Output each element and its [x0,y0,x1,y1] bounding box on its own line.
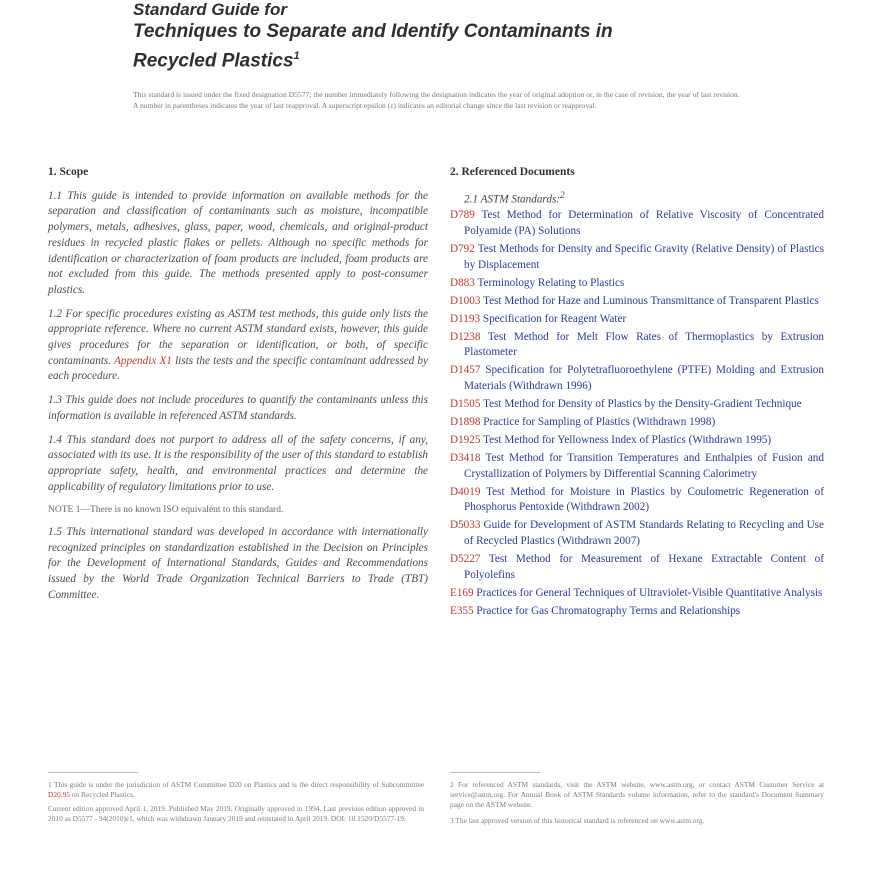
reference-title[interactable]: Test Method for Determination of Relative Viscosity of Concentrated Polyamide (PA) Solutions [464,209,824,237]
reference-title[interactable]: Practice for Sampling of Plastics (Withdrawn 1998) [480,415,716,428]
astm-standards-label [450,189,824,208]
reference-code[interactable]: D789 [450,209,475,222]
reference-title[interactable]: Specification for Reagent Water [480,312,627,325]
reference-item[interactable] [450,276,824,292]
reference-code[interactable]: D5227 [450,553,481,566]
reference-code[interactable]: E355 [450,604,474,617]
subcommittee-link[interactable]: D20.95 [48,790,70,799]
scope-para-1-5: 1.5 This international standard was developed in accordance with internationally recognized principles on standardization established in the Decision on Principles for the Development of International Standards, Guides and Recommendations issued by the World Trade Organization Technical Barriers to Trade (TBT) Committee. [48,526,428,601]
referenced-documents-heading: 2. Referenced Documents [450,166,575,178]
reference-item[interactable] [450,518,824,549]
reference-code[interactable]: D5033 [450,519,481,532]
title-line-3-text: Recycled Plastics [133,50,294,72]
reference-code[interactable]: D4019 [450,485,481,498]
title-line-1: Standard Guide for [133,0,287,19]
reference-title[interactable]: Test Method for Measurement of Hexane Extractable Content of Polyolefins [464,553,824,581]
footnote-2: 2 For referenced ASTM standards, visit the ASTM website, www.astm.org, or contact ASTM Customer Service at service@astm.org. For Annual Book of ASTM Standards volume information, refer to the standard's Document Summary page on the ASTM website. [450,780,824,809]
scope-para-1-4: 1.4 This standard does not purport to address all of the safety concerns, if any, associated with its use. It is the responsibility of the user of this standard to establish appropriate safety, health, and environmental practices and determine the applicability of regulatory limitations prior to use. [48,433,428,493]
scope-heading: 1. Scope [48,166,89,178]
reference-title[interactable]: Terminology Relating to Plastics [474,276,625,289]
reference-item[interactable] [450,552,824,583]
reference-code[interactable]: D1925 [450,433,481,446]
reference-item[interactable] [450,330,824,361]
footnote-rule-right [450,772,540,773]
referenced-standards-list [450,208,824,619]
reference-title[interactable]: Test Method for Melt Flow Rates of Thermoplastics by Extrusion Plastometer [464,330,824,359]
title-line-3 [133,44,613,73]
reference-item[interactable] [450,363,824,394]
reference-code[interactable]: D3418 [450,451,481,464]
reference-title[interactable]: Practice for Gas Chromatography Terms and Relationships [473,604,741,617]
reference-code[interactable]: E169 [450,586,474,599]
reference-code[interactable]: D1505 [450,397,481,410]
reference-title[interactable]: Test Method for Haze and Luminous Transmittance of Transparent Plastics [480,294,819,307]
footnote-rule-left [48,772,138,773]
reference-title[interactable]: Test Method for Yellowness Index of Plastics (Withdrawn 1995) [480,433,772,446]
scope-para-1-1: 1.1 This guide is intended to provide information on available methods for the separation and classification of contaminants such as moisture, incompatible polymers, metals, adhesives, glass, paper, wood, chemicals, and original-product residues in recycled plastic flakes or pellets. Although no specific methods for identification or characterization of foam products are included, foam products are not excluded from this guide. The methods presented apply to post-consumer plastics. [48,189,428,296]
scope-column [48,165,428,612]
reference-item[interactable] [450,242,824,273]
reference-code[interactable]: D1003 [450,294,481,307]
footnote-1-text-a: 1 This guide is under the jurisdiction of ASTM Committee D20 on Plastics and is the direct responsibility of Subcommittee [48,780,424,789]
reference-item[interactable] [450,604,824,620]
referenced-documents-column [450,165,824,622]
reference-code[interactable]: D1193 [450,312,481,325]
reference-title[interactable]: Specification for Polytetrafluoroethylene (PTFE) Molding and Extrusion Materials (Withdrawn 1996) [464,364,824,392]
scope-para-1-2-text-b: lists the tests and the specific contaminant addressed by each procedure. [48,354,428,383]
reference-item[interactable] [450,208,824,239]
footnote-1 [48,780,424,800]
reference-title[interactable]: Test Method for Moisture in Plastics by Coulometric Regeneration of Phosphorus Pentoxide (Withdrawn 2002) [464,485,824,514]
reference-title[interactable]: Test Methods for Density and Specific Gravity (Relative Density) of Plastics by Displacement [464,242,824,271]
scope-para-1-2-text-a: 1.2 For specific procedures existing as ASTM test methods, this guide only lists the appropriate reference. Where no current ASTM standard exists, however, this guide gives procedures for the separation or identification, or both, of specific contaminants. [48,307,428,367]
footnote-edition: Current edition approved April 1, 2019. Published May 2019. Originally approved in 1994. Last previous edition approved in 2010 as D5577 - 94(2010)ε1, which was withdrawn January 2019 and reinstated in April 2019. DOI: 10.1520/D5577-19. [48,804,424,823]
reference-item[interactable] [450,451,824,482]
scope-para-1-3: 1.3 This guide does not include procedures to quantify the contaminants unless this information is available in referenced ASTM standards. [48,394,428,422]
reference-item[interactable] [450,312,824,328]
reference-item[interactable] [450,485,824,516]
appendix-x1-link[interactable]: Appendix X1 [114,354,172,367]
reference-code[interactable]: D792 [450,242,475,255]
astm-standards-footnote-mark: 2 [560,190,565,201]
title-line-2: Techniques to Separate and Identify Contaminants in [133,21,613,42]
scope-para-1-2 [48,307,428,386]
reference-title[interactable]: Practices for General Techniques of Ultraviolet-Visible Quantitative Analysis [473,586,823,599]
reference-item[interactable] [450,397,824,413]
reference-title[interactable]: Test Method for Density of Plastics by the Density-Gradient Technique [480,397,802,410]
astm-standards-label-text: 2.1 ASTM Standards: [464,193,561,206]
reference-title[interactable]: Guide for Development of ASTM Standards Relating to Recycling and Use of Recycled Plastics (Withdrawn 2007) [464,519,824,548]
note-1: NOTE 1—There is no known ISO equivalent to this standard. [48,505,284,516]
reference-code[interactable]: D1238 [450,330,481,343]
reference-title[interactable]: Test Method for Transition Temperatures and Enthalpies of Fusion and Crystallization of Polymers by Differential Scanning Calorimetry [464,451,824,480]
document-title [133,0,613,73]
reference-item[interactable] [450,586,824,602]
reference-item[interactable] [450,415,824,431]
reference-code[interactable]: D1898 [450,415,481,428]
preamble: This standard is issued under the fixed designation D5577; the number immediately following the designation indicates the year of original adoption or, in the case of revision, the year of last revision. A number in parentheses indicates the year of last reapproval. A superscript epsilon (ε) indicates an editorial change since the last revision or reapproval. [133,90,740,110]
reference-item[interactable] [450,433,824,449]
footnotes-right [450,780,824,826]
footnote-1-text-b: on Recycled Plastics. [69,790,135,799]
footnote-3: 3 The last approved version of this historical standard is referenced on www.astm.org. [450,816,705,825]
reference-item[interactable] [450,294,824,310]
reference-code[interactable]: D883 [450,276,475,289]
title-footnote-mark: 1 [293,50,300,62]
reference-code[interactable]: D1457 [450,364,481,377]
footnotes-left [48,780,424,824]
